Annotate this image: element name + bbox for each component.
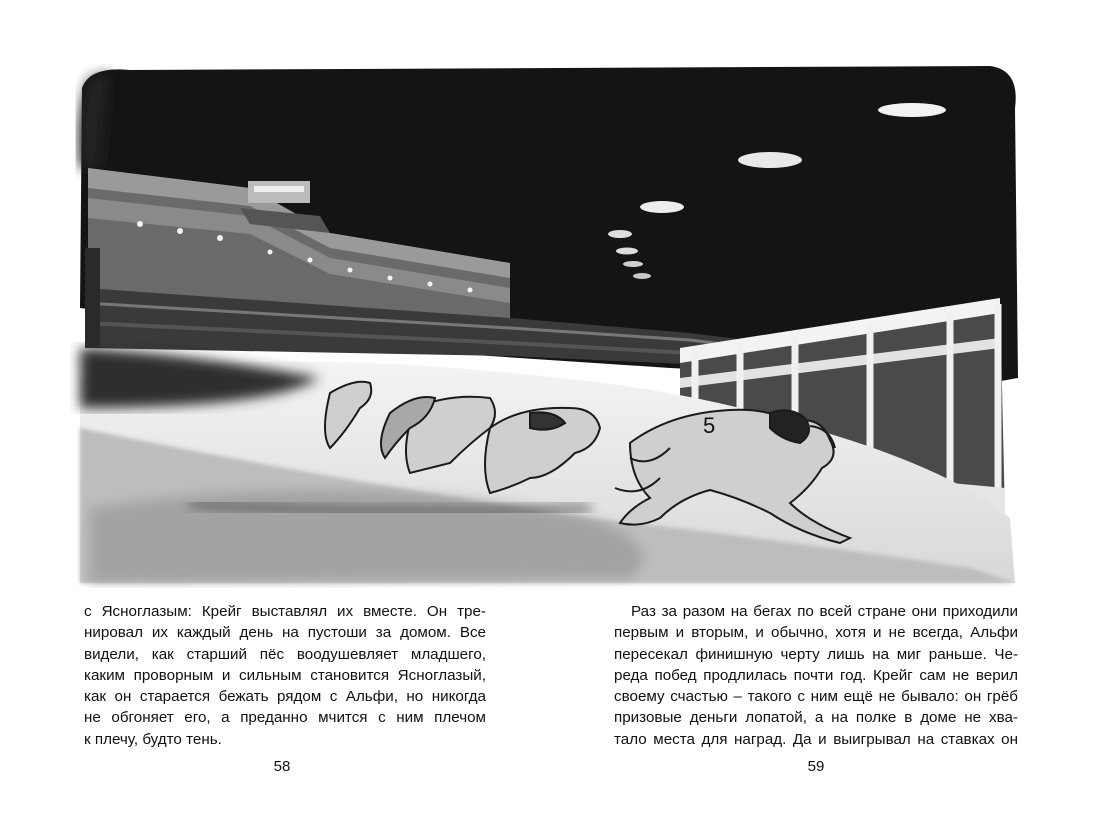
text-line: нировал их каждый день на пустоши за домом. Все bbox=[84, 624, 486, 642]
dog-number: 5 bbox=[703, 413, 716, 438]
text-line: Раз за разом на бегах по всей стране они приходили bbox=[614, 603, 1018, 620]
page-number-left: 58 bbox=[273, 758, 291, 775]
right-page-text bbox=[614, 601, 1018, 750]
text-line: не обгоняет его, а преданно мчится с ним плечом bbox=[84, 709, 486, 727]
text-line: своему счастью – такого с ним ещё не бывало: он грёб bbox=[614, 688, 1018, 706]
text-line: видели, как старший пёс воодушевляет младшего, bbox=[84, 645, 486, 663]
left-page-text bbox=[84, 601, 486, 750]
greyhound-race-illustration bbox=[70, 48, 1030, 588]
text-line: реда побед продлилась почти год. Крейг сам не верил bbox=[614, 666, 1018, 684]
text-line: первым и вторым, и обычно, хотя и не всегда, Альфи bbox=[614, 624, 1018, 642]
text-line: как он старается бежать рядом с Альфи, но никогда bbox=[84, 688, 486, 706]
text-line: каким проворным и сильным становится Ясноглазый, bbox=[84, 666, 486, 684]
text-line: тало места для наград. Да и выигрывал на ставках он bbox=[614, 730, 1018, 748]
text-line: пересекал финишную черту лишь на миг раньше. Че- bbox=[614, 645, 1018, 663]
page-number-right: 59 bbox=[807, 758, 825, 775]
text-line: призовые деньги лопатой, а на полке в доме не хва- bbox=[614, 709, 1018, 727]
text-line: с Ясноглазым: Крейг выставлял их вместе. Он тре- bbox=[84, 603, 486, 620]
text-line: к плечу, будто тень. bbox=[84, 730, 222, 748]
